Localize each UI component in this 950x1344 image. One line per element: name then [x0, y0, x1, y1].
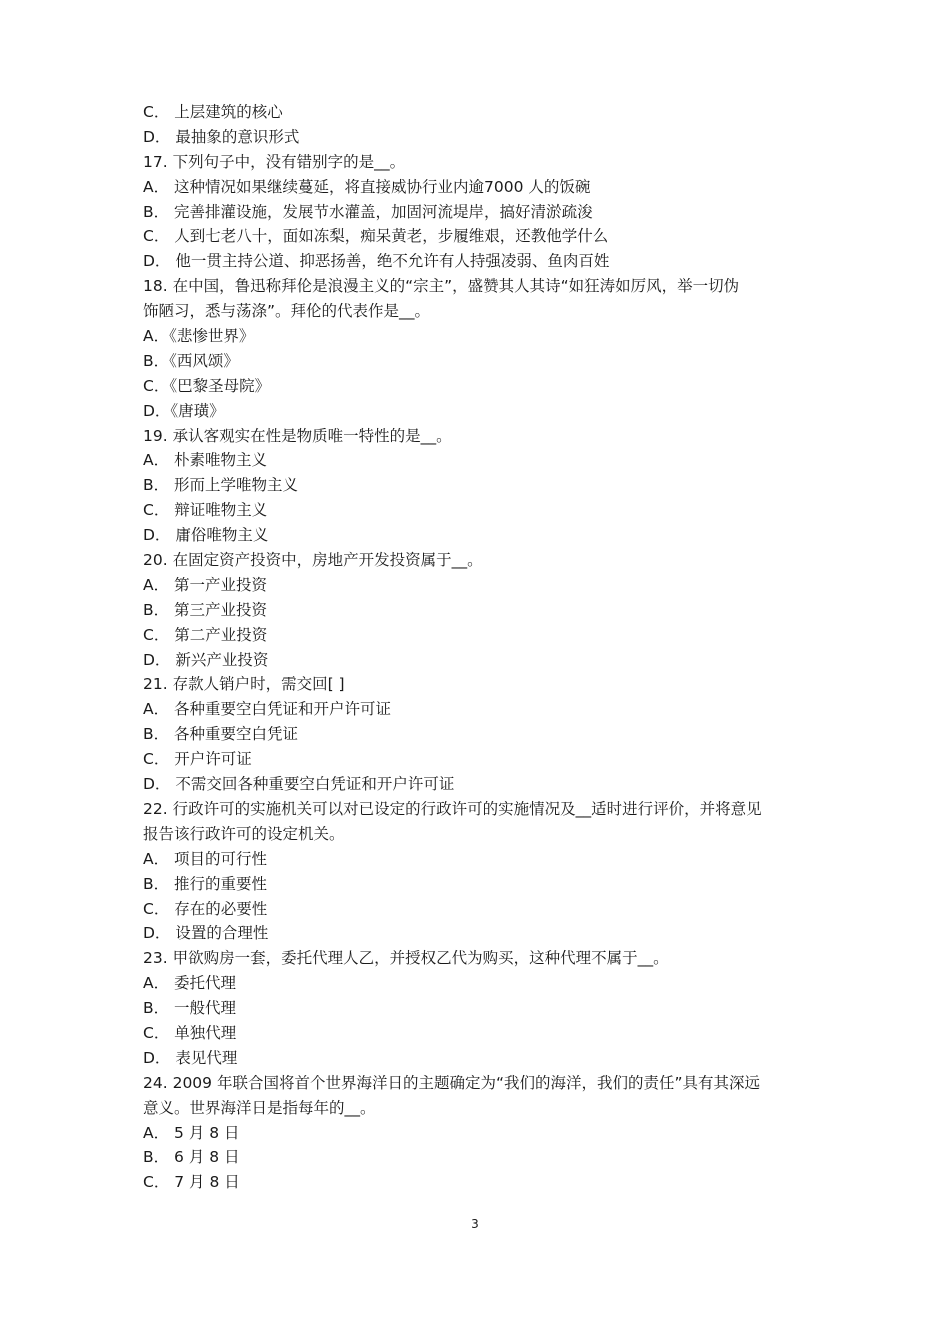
- text-line: D． 表见代理: [143, 1048, 238, 1067]
- text-line: B． 完善排灌设施，发展节水灌盖，加固河流堤岸，搞好清淤疏浚: [143, 202, 593, 221]
- text-line: A．《悲惨世界》: [143, 327, 255, 346]
- text-line: B． 形而上学唯物主义: [143, 476, 299, 495]
- text-line: 20. 在固定资产投资中，房地产开发投资属于__。: [143, 551, 483, 570]
- text-line: A． 各种重要空白凭证和开户许可证: [143, 700, 392, 719]
- text-line: 22. 行政许可的实施机关可以对已设定的行政许可的实施情况及__适时进行评价，并将意见: [143, 799, 762, 818]
- text-line: B． 一般代理: [143, 999, 237, 1018]
- text-line: D． 庸俗唯物主义: [143, 526, 269, 545]
- text-line: C． 第二产业投资: [143, 625, 268, 644]
- text-line: A． 这种情况如果继续蔓延，将直接威协行业内逾7000 人的饭碗: [143, 177, 591, 196]
- text-line: 18. 在中国，鲁迅称拜伦是浪漫主义的“宗主”，盛赞其人其诗“如狂涛如厉风，举一切伪: [143, 277, 740, 296]
- text-line: 23. 甲欲购房一套，委托代理人乙，并授权乙代为购买，这种代理不属于__。: [143, 949, 669, 968]
- text-line: 24. 2009 年联合国将首个世界海洋日的主题确定为“我们的海洋，我们的责任”具有其深远: [143, 1073, 761, 1092]
- text-line: A． 5 月 8 日: [143, 1123, 240, 1142]
- text-line: B． 6 月 8 日: [143, 1148, 240, 1167]
- text-line: 19. 承认客观实在性是物质唯一特性的是__。: [143, 426, 452, 445]
- text-line: A． 委托代理: [143, 974, 237, 993]
- text-line: B． 各种重要空白凭证: [143, 725, 299, 744]
- page-number: 3: [471, 1217, 479, 1231]
- text-line: 意义。世界海洋日是指每年的__。: [143, 1098, 376, 1117]
- text-line: D． 不需交回各种重要空白凭证和开户许可证: [143, 775, 455, 794]
- text-line: C． 开户许可证: [143, 750, 252, 769]
- text-line: C． 人到七老八十，面如冻梨，痴呆黄老，步履维艰，还教他学什么: [143, 227, 609, 246]
- text-line: B． 第三产业投资: [143, 600, 268, 619]
- text-line: B．《西风颂》: [143, 351, 239, 370]
- text-line: C． 辩证唯物主义: [143, 501, 268, 520]
- text-line: C．《巴黎圣母院》: [143, 376, 271, 395]
- text-line: C． 上层建筑的核心: [143, 103, 283, 121]
- text-line: A． 第一产业投资: [143, 575, 268, 594]
- text-line: 21. 存款人销户时，需交回[ ]: [143, 675, 345, 694]
- text-line: D． 新兴产业投资: [143, 650, 269, 669]
- text-line: A． 朴素唯物主义: [143, 451, 268, 470]
- text-line: 17. 下列句子中，没有错别字的是__。: [143, 152, 406, 171]
- document-body: [143, 100, 823, 1195]
- text-line: C． 单独代理: [143, 1023, 237, 1042]
- text-line: D． 他一贯主持公道、抑恶扬善，绝不允许有人持强凌弱、鱼肉百姓: [143, 252, 610, 271]
- text-line: C． 存在的必要性: [143, 899, 268, 918]
- text-line: D．《唐璜》: [143, 401, 225, 420]
- text-line: B． 推行的重要性: [143, 874, 268, 893]
- text-line: 报告该行政许可的设定机关。: [143, 824, 345, 843]
- text-line: D． 设置的合理性: [143, 924, 269, 943]
- text-line: D． 最抽象的意识形式: [143, 127, 300, 146]
- text-line: A． 项目的可行性: [143, 849, 268, 868]
- text-line: C． 7 月 8 日: [143, 1173, 240, 1192]
- text-line: 饰陋习，悉与荡涤”。拜伦的代表作是__。: [143, 302, 431, 321]
